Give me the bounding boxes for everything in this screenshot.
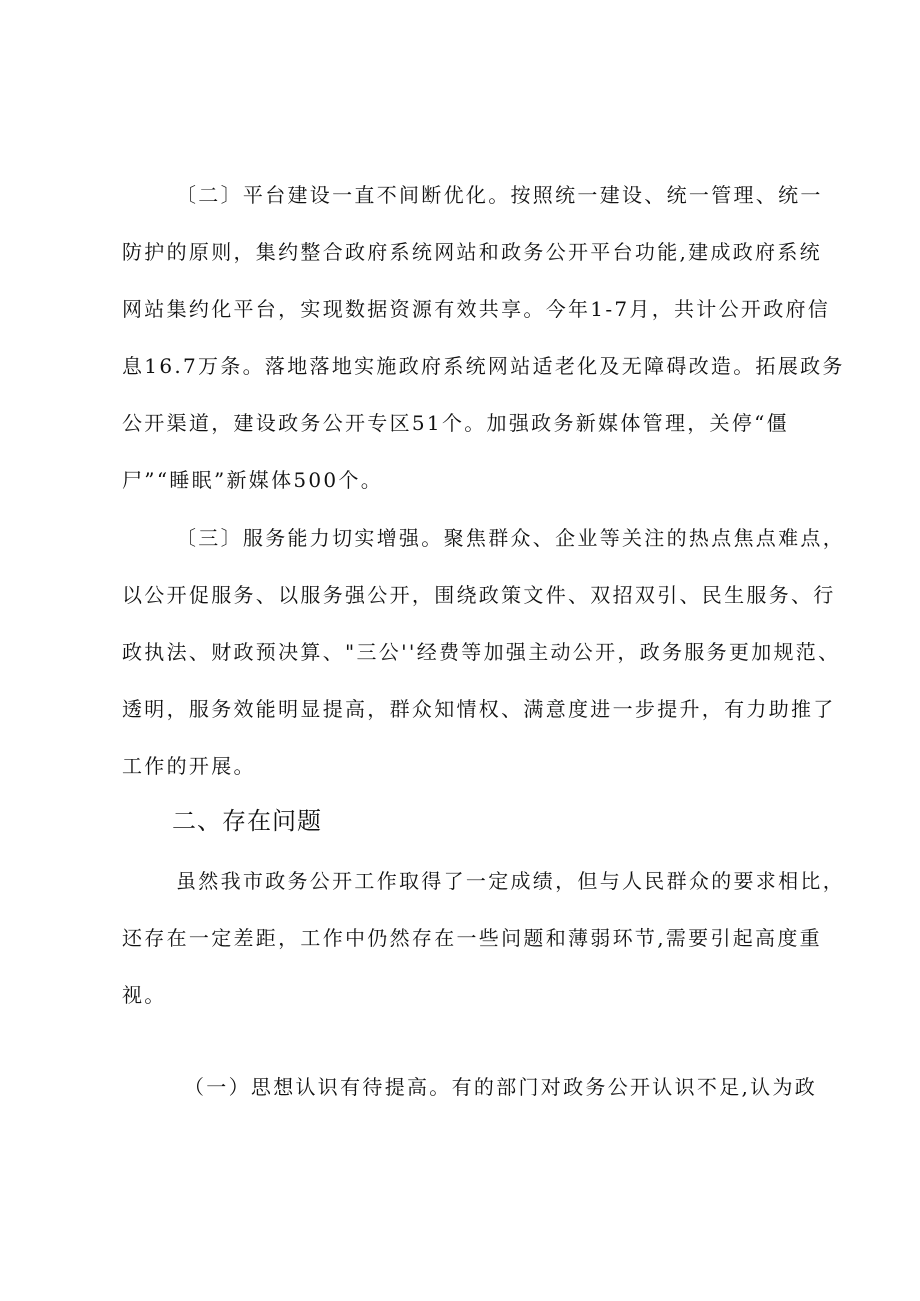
paragraph-service-line-2: 以公开促服务、以服务强公开，围绕政策文件、双招双引、民生服务、行 <box>122 583 836 607</box>
paragraph-service-line-4: 透明，服务效能明显提高，群众知情权、满意度进一步提升，有力助推了 <box>122 697 836 721</box>
paragraph-problems-line-3: 视。 <box>122 983 167 1007</box>
paragraph-problems-line-2: 还存在一定差距，工作中仍然存在一些问题和薄弱环节,需要引起高度重 <box>122 926 822 950</box>
paragraph-platform-line-2: 防护的原则，集约整合政府系统网站和政务公开平台功能,建成政府系统 <box>122 240 822 264</box>
paragraph-service-line-5: 工作的开展。 <box>122 754 256 778</box>
paragraph-awareness-line-1: （一）思想认识有待提高。有的部门对政务公开认识不足,认为政 <box>184 1075 818 1099</box>
paragraph-problems-line-1: 虽然我市政务公开工作取得了一定成绩，但与人民群众的要求相比， <box>176 869 845 893</box>
paragraph-service-line-3: 政执法、财政预决算、"三公''经费等加强主动公开，政务服务更加规范、 <box>122 640 841 664</box>
section-heading-problems: 二、存在问题 <box>172 807 322 835</box>
paragraph-platform-line-6: 尸”“睡眠”新媒体500个。 <box>122 468 384 492</box>
paragraph-service-line-1: 〔三〕服务能力切实增强。聚焦群众、企业等关注的热点焦点难点， <box>176 526 845 550</box>
paragraph-platform-line-5: 公开渠道，建设政务公开专区51个。加强政务新媒体管理，关停“僵 <box>122 411 789 435</box>
paragraph-platform-line-4: 息16.7万条。落地落地实施政府系统网站适老化及无障碍改造。拓展政务 <box>122 354 845 378</box>
paragraph-platform-line-1: 〔二〕平台建设一直不间断优化。按照统一建设、统一管理、统一 <box>176 183 823 207</box>
paragraph-platform-line-3: 网站集约化平台，实现数据资源有效共享。今年1-7月，共计公开政府信 <box>122 297 831 321</box>
